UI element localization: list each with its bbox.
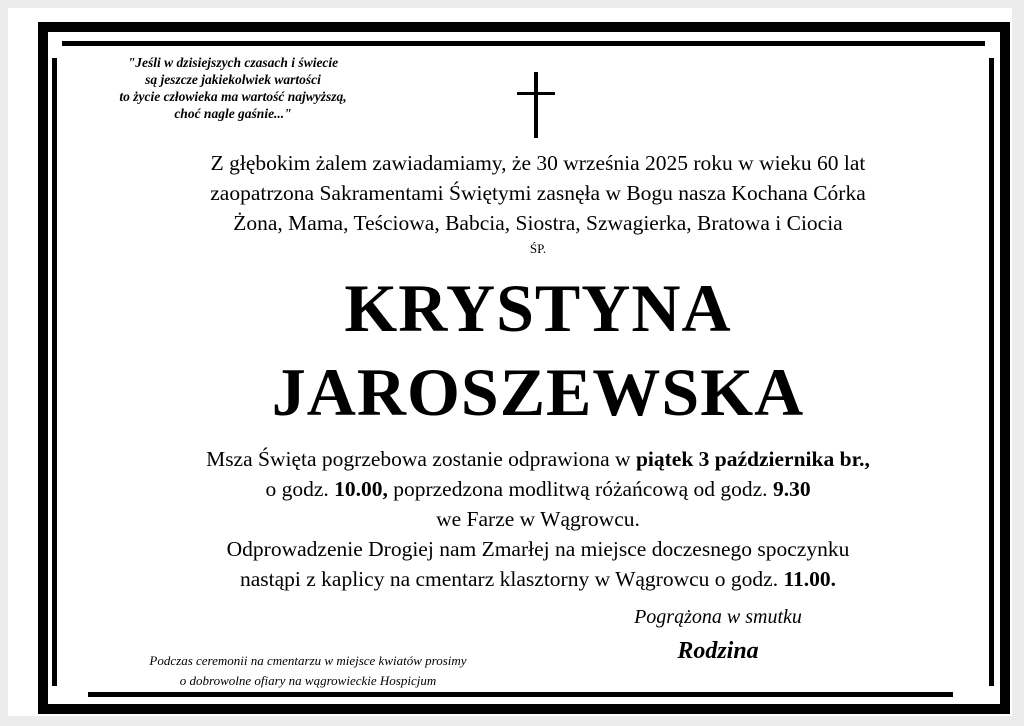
border-top-thick [38, 22, 1010, 32]
funeral-text: nastąpi z kaplicy na cmentarz klasztorny w Wągrowcu o godz. [239, 567, 784, 591]
funeral-line: Odprowadzenie Drogiej nam Zmarłej na miejsce doczesnego spoczynku [226, 537, 850, 561]
rosary-time: 9.30 [772, 477, 811, 501]
quote-line: są jeszcze jakiekolwiek wartości [145, 72, 321, 87]
epigraph-quote [68, 54, 398, 122]
name-prefix: ŚP. [529, 241, 547, 256]
announcement-line: Żona, Mama, Teściowa, Babcia, Siostra, Szwagierka, Bratowa i Ciocia [233, 211, 843, 235]
family-signature: Rodzina [677, 638, 759, 664]
deceased-first-name: KRYSTYNA [344, 270, 732, 346]
mass-time: 10.00, [334, 477, 388, 501]
announcement-text [68, 148, 1008, 238]
burial-time: 11.00. [783, 567, 837, 591]
funeral-line: we Farze w Wągrowcu. [436, 507, 640, 531]
border-left-thick [38, 32, 48, 714]
border-top-thin [62, 41, 985, 46]
funeral-text: Msza Święta pogrzebowa zostanie odprawiona w [206, 447, 636, 471]
announcement-line: Z głębokim żalem zawiadamiamy, że 30 września 2025 roku w wieku 60 lat [210, 151, 866, 175]
mourning-signature: Pogrążona w smutku [634, 606, 802, 628]
quote-line: "Jeśli w dzisiejszych czasach i świecie [127, 55, 339, 70]
cross-icon-arm [517, 92, 555, 95]
quote-line: to życie człowieka ma wartość najwyższą, [119, 89, 347, 104]
border-bottom-thin [88, 692, 953, 697]
funeral-details [68, 444, 1008, 594]
funeral-date: piątek 3 października br., [635, 447, 870, 471]
funeral-line [68, 474, 1008, 504]
obituary-card [8, 8, 1012, 716]
funeral-line [68, 444, 1008, 474]
note-line: Podczas ceremonii na cmentarzu w miejsce kwiatów prosimy [149, 653, 467, 668]
quote-line: choć nagle gaśnie..." [174, 106, 292, 121]
cross-icon [534, 72, 538, 138]
funeral-text: o godz. [265, 477, 335, 501]
border-bottom-thick [38, 704, 1010, 714]
announcement-line: zaopatrzona Sakramentami Świętymi zasnęła w Bogu nasza Kochana Córka [210, 181, 866, 205]
note-line: o dobrowolne ofiary na wągrowieckie Hospicjum [179, 673, 437, 688]
border-left-thin [52, 58, 57, 686]
funeral-line [68, 564, 1008, 594]
flowers-note [88, 651, 528, 691]
funeral-text: poprzedzona modlitwą różańcową od godz. [387, 477, 773, 501]
deceased-last-name: JAROSZEWSKA [271, 354, 805, 430]
